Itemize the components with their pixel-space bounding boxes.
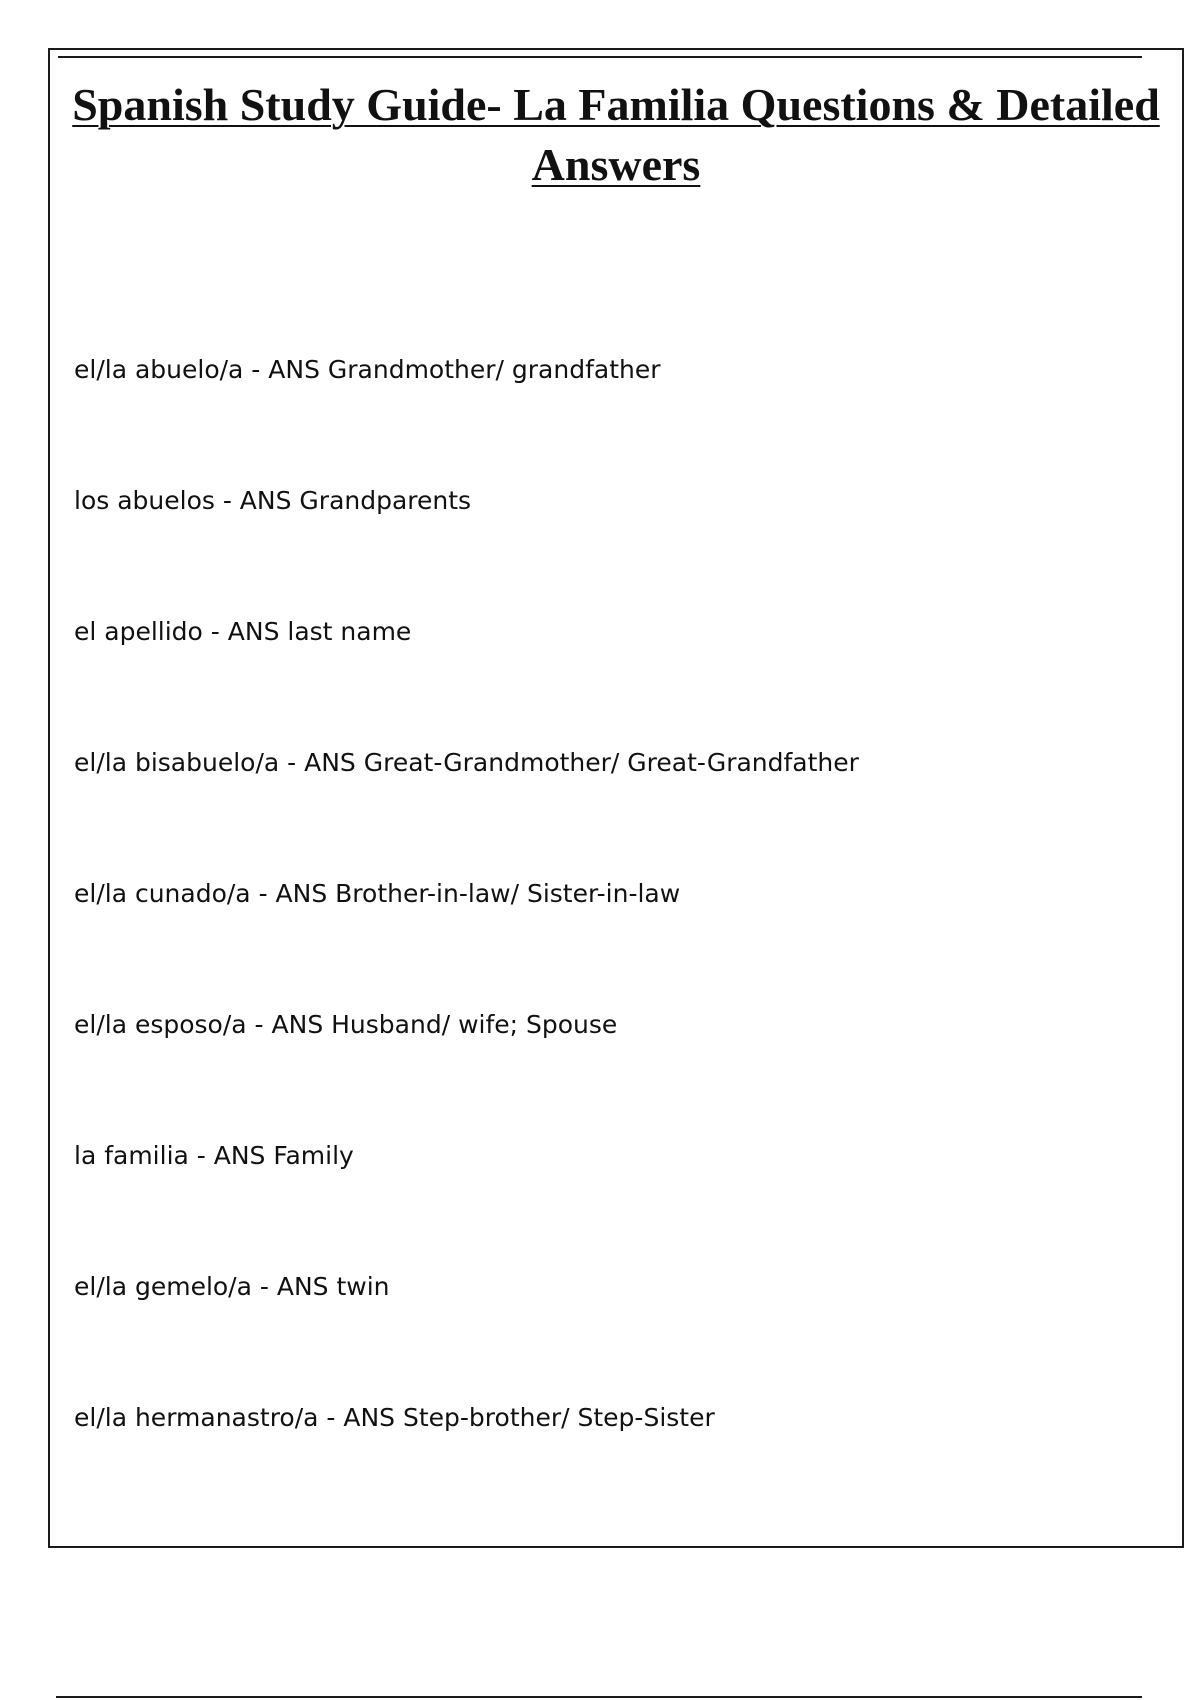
top-rule [58, 56, 1142, 58]
entry-list [74, 355, 1162, 1534]
list-item: el apellido - ANS last name [74, 617, 412, 646]
list-item: los abuelos - ANS Grandparents [74, 486, 472, 515]
list-item: el/la bisabuelo/a - ANS Great-Grandmother/ Great-Grandfather [74, 748, 859, 777]
list-item: el/la abuelo/a - ANS Grandmother/ grandfather [74, 355, 661, 384]
list-item: el/la cunado/a - ANS Brother-in-law/ Sister-in-law [74, 879, 681, 908]
list-item: el/la gemelo/a - ANS twin [74, 1272, 390, 1301]
page-frame [48, 48, 1184, 1548]
bottom-rule [56, 1696, 1142, 1698]
document-title: Spanish Study Guide- La Familia Questions & Detailed Answers [72, 79, 1160, 190]
list-item: el/la esposo/a - ANS Husband/ wife; Spouse [74, 1010, 618, 1039]
list-item: la familia - ANS Family [74, 1141, 354, 1170]
list-item: el/la hermanastro/a - ANS Step-brother/ Step-Sister [74, 1403, 715, 1432]
